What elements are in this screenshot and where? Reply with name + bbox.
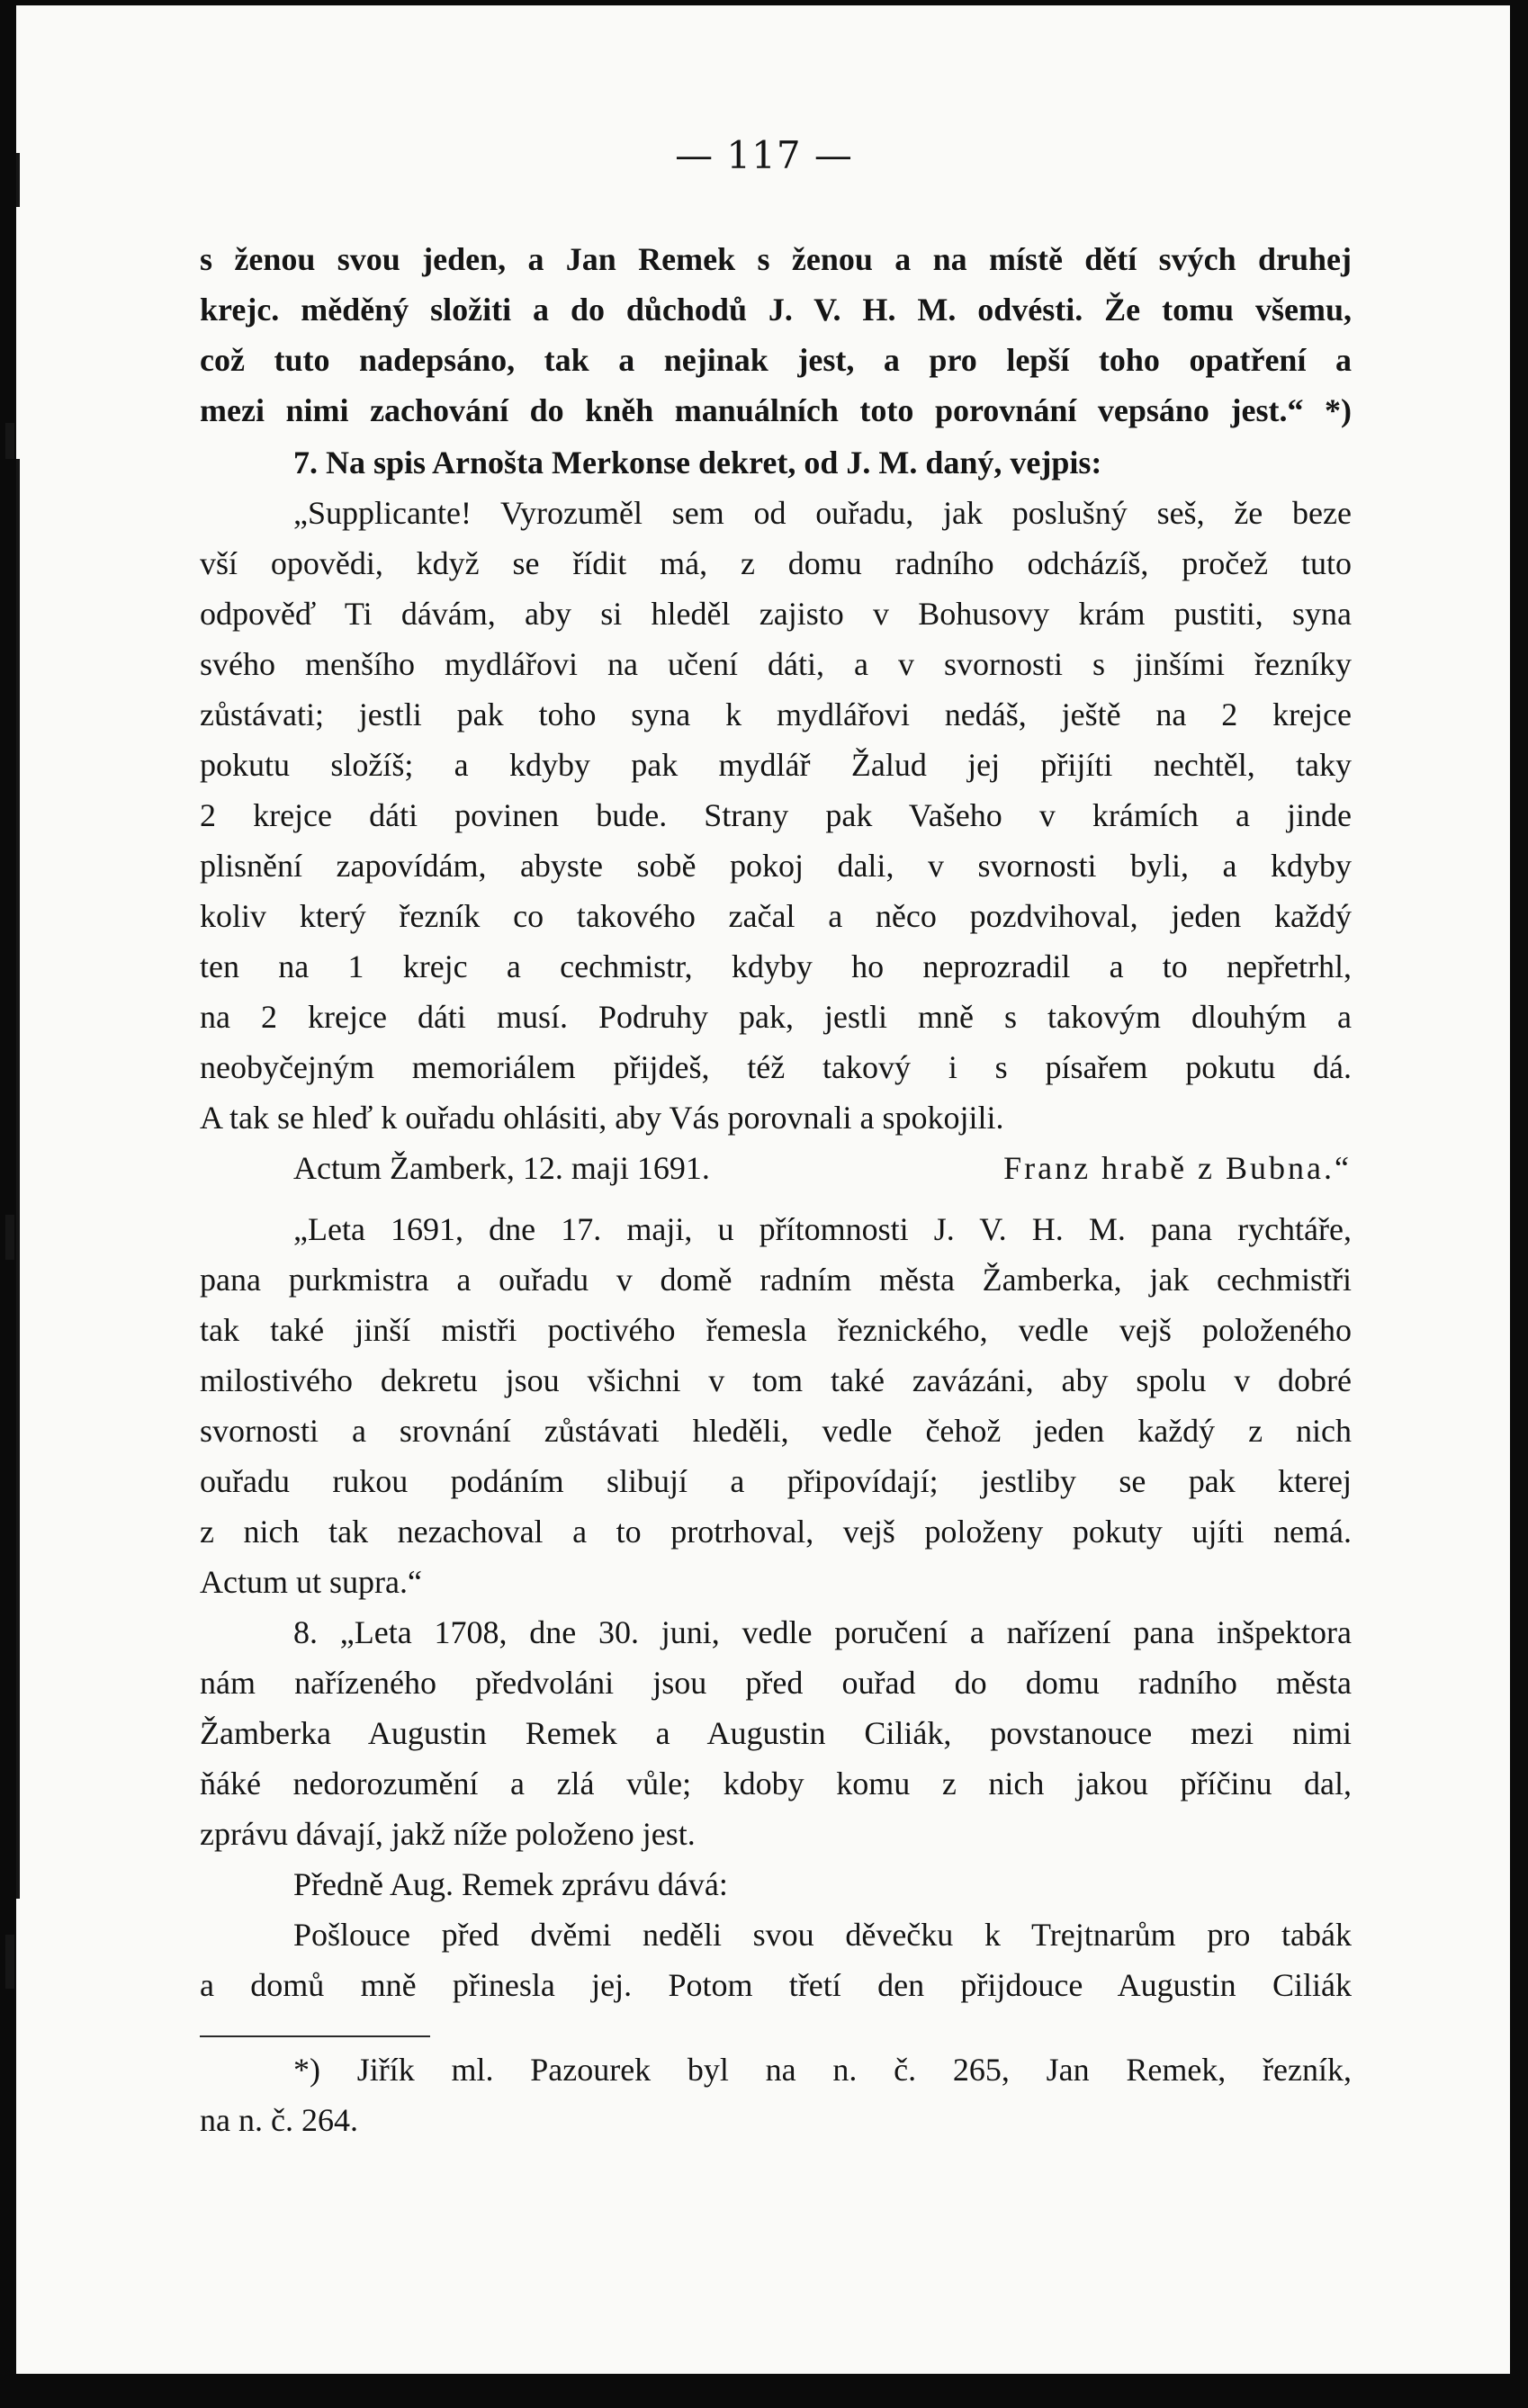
text-line: Actum Žamberk, 12. maji 1691. [293, 1150, 710, 1186]
text-line: Franz hrabě z Bubna.“ [1003, 1150, 1352, 1186]
text-line: z nich tak nezachoval a to protrhoval, vejš položeny pokuty ujíti nemá. [200, 1514, 1352, 1550]
text-line: „Leta 1691, dne 17. maji, u přítomnosti J. V. H. M. pana rychtáře, [293, 1211, 1352, 1247]
text-line: na 2 krejce dáti musí. Podruhy pak, jestli mně s takovým dlouhým a [200, 999, 1352, 1035]
text-line: „Supplicante! Vyrozuměl sem od ouřadu, jak poslušný seš, že beze [293, 495, 1352, 531]
text-line: a domů mně přinesla jej. Potom třetí den přijdouce Augustin Ciliák [200, 1967, 1352, 2003]
footnote-line: na n. č. 264. [200, 2102, 358, 2138]
text-line: mezi nimi zachování do kněh manuálních toto porovnání vepsáno jest.“ *) [200, 392, 1352, 428]
text-line: pana purkmistra a ouřadu v domě radním města Žamberka, jak cechmistři [200, 1262, 1352, 1298]
text-line: Pošlouce před dvěmi neděli svou děvečku k Trejtnarům pro tabák [293, 1917, 1352, 1953]
binding-stitch [5, 423, 14, 459]
binding-line [16, 459, 20, 1899]
text-line: Actum ut supra.“ [200, 1564, 422, 1600]
text-line: koliv který řezník co takového začal a něco pozdvihoval, jeden každý [200, 898, 1352, 934]
text-line: 8. „Leta 1708, dne 30. juni, vedle poručení a nařízení pana inšpektora [293, 1614, 1352, 1650]
text-line: milostivého dekretu jsou všichni v tom také zavázáni, aby spolu v dobré [200, 1362, 1352, 1398]
text-line: 7. Na spis Arnošta Merkonse dekret, od J. M. daný, vejpis: [293, 445, 1102, 481]
text-line: plisnění zapovídám, abyste sobě pokoj dali, v svornosti byli, a kdyby [200, 848, 1352, 884]
text-line: vší opovědi, když se řídit má, z domu radního odcházíš, pročež tuto [200, 545, 1352, 581]
text-line: odpověď Ti dávám, aby si hleděl zajisto v Bohusovy krám pustiti, syna [200, 596, 1352, 632]
text-line: zůstávati; jestli pak toho syna k mydlářovi nedáš, ještě na 2 krejce [200, 696, 1352, 732]
page-number: — 117 — [675, 133, 853, 177]
text-line: 2 krejce dáti povinen bude. Strany pak Vašeho v krámích a jinde [200, 797, 1352, 833]
text-line: neobyčejným memoriálem přijdeš, též takový i s písařem pokutu dá. [200, 1049, 1352, 1085]
text-line: svého menšího mydlářovi na učení dáti, a v svornosti s jinšími řezníky [200, 646, 1352, 682]
text-line: což tuto nadepsáno, tak a nejinak jest, a pro lepší toho opatření a [200, 342, 1352, 378]
text-line: svornosti a srovnání zůstávati hleděli, vedle čehož jeden každý z nich [200, 1413, 1352, 1449]
text-line: Předně Aug. Remek zprávu dává: [293, 1866, 728, 1902]
binding-stitch [5, 1935, 14, 1989]
binding-stitch [5, 1215, 14, 1260]
text-line: zprávu dávají, jakž níže položeno jest. [200, 1816, 696, 1852]
text-line: pokutu složíš; a kdyby pak mydlář Žalud jej přijíti nechtěl, taky [200, 747, 1352, 783]
text-line: A tak se hleď k ouřadu ohlásiti, aby Vás porovnali a spokojili. [200, 1100, 1004, 1136]
text-line: Žamberka Augustin Remek a Augustin Ciliák, povstanouce mezi nimi [200, 1715, 1352, 1751]
text-line: ňáké nedorozumění a zlá vůle; kdoby komu z nich jakou příčinu dal, [200, 1766, 1352, 1802]
text-line: s ženou svou jeden, a Jan Remek s ženou a na místě dětí svých druhej [200, 241, 1352, 277]
text-line: ouřadu rukou podáním slibují a připovídají; jestliby se pak kterej [200, 1463, 1352, 1499]
footnote-separator [200, 2035, 430, 2037]
text-line: tak také jinší mistři poctivého řemesla řeznického, vedle vejš položeného [200, 1312, 1352, 1348]
text-line: ten na 1 krejc a cechmistr, kdyby ho neprozradil a to nepřetrhl, [200, 948, 1352, 984]
footnote-line: *) Jiřík ml. Pazourek byl na n. č. 265, Jan Remek, řezník, [293, 2052, 1352, 2088]
text-line: krejc. měděný složiti a do důchodů J. V. H. M. odvésti. Že tomu všemu, [200, 292, 1352, 328]
text-line: nám nařízeného předvoláni jsou před ouřad do domu radního města [200, 1665, 1352, 1701]
